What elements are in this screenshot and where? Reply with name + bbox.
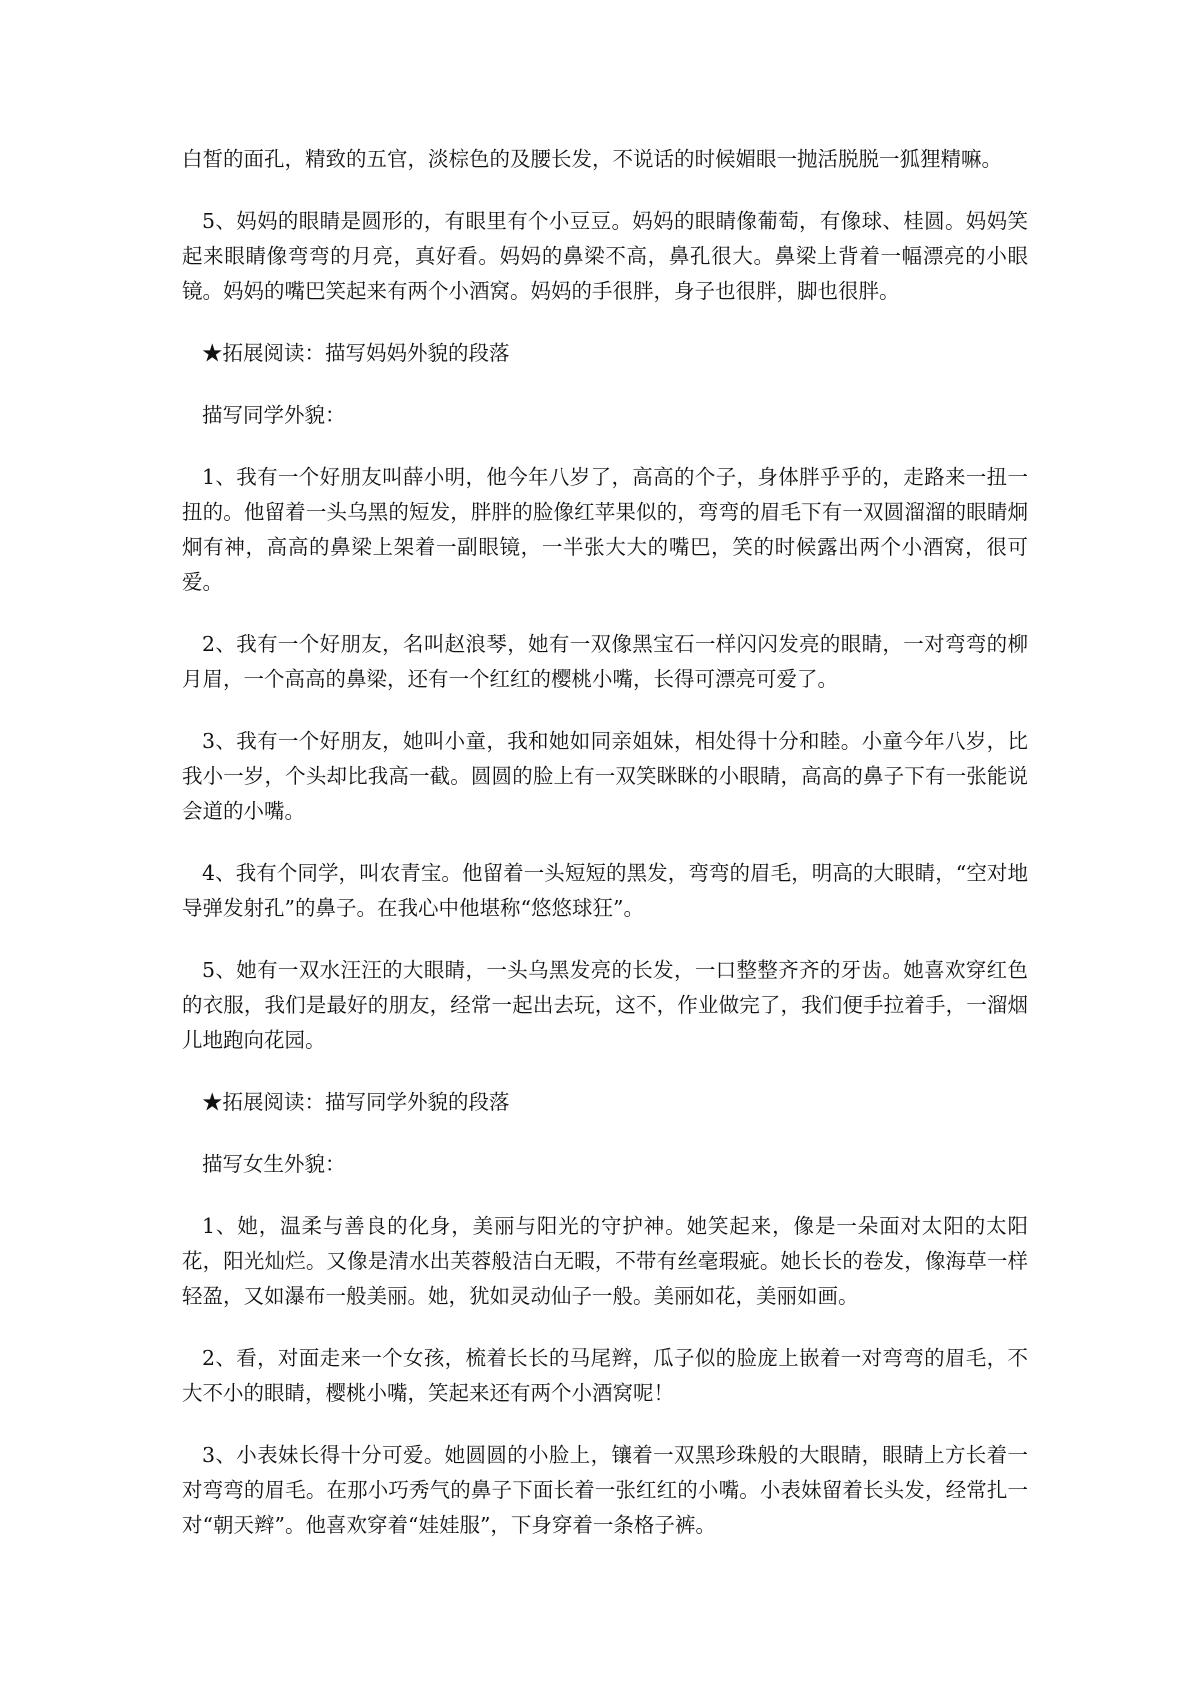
paragraph-mother-5: 5、妈妈的眼睛是圆形的，有眼里有个小豆豆。妈妈的眼睛像葡萄，有像球、桂圆。妈妈笑起来眼睛像弯弯的月亮，真好看。妈妈的鼻梁不高，鼻孔很大。鼻梁上背着一幅漂亮的小眼镜。妈妈的嘴巴笑起来有两个小酒窝。妈妈的手很胖，身子也很胖，脚也很胖。 — [182, 209, 1028, 303]
paragraph-classmate-3: 3、我有一个好朋友，她叫小童，我和她如同亲姐妹，相处得十分和睦。小童今年八岁，比我小一岁，个头却比我高一截。圆圆的脸上有一双笑眯眯的小眼睛，高高的鼻子下有一张能说会道的小嘴。 — [182, 729, 1028, 823]
paragraph-classmate-1: 1、我有一个好朋友叫薛小明，他今年八岁了，高高的个子，身体胖乎乎的，走路来一扭一扭的。他留着一头乌黑的短发，胖胖的脸像红苹果似的，弯弯的眉毛下有一双圆溜溜的眼睛炯炯有神，高高的鼻梁上架着一副眼镜，一半张大大的嘴巴，笑的时候露出两个小酒窝，很可爱。 — [182, 465, 1028, 594]
paragraph-continuation: 白皙的面孔，精致的五官，淡棕色的及腰长发，不说话的时候媚眼一抛活脱脱一狐狸精嘛。 — [182, 147, 1002, 171]
paragraph-classmate-5: 5、她有一双水汪汪的大眼睛，一头乌黑发亮的长发，一口整整齐齐的牙齿。她喜欢穿红色的衣服，我们是最好的朋友，经常一起出去玩，这不，作业做完了，我们便手拉着手，一溜烟儿地跑向花园。 — [182, 958, 1028, 1052]
paragraph-girl-2: 2、看，对面走来一个女孩，梳着长长的马尾辫，瓜子似的脸庞上嵌着一对弯弯的眉毛，不大不小的眼睛，樱桃小嘴，笑起来还有两个小酒窝呢！ — [182, 1346, 1028, 1405]
paragraph-girl-3: 3、小表妹长得十分可爱。她圆圆的小脸上，镶着一双黑珍珠般的大眼睛，眼睛上方长着一对弯弯的眉毛。在那小巧秀气的鼻子下面长着一张红红的小嘴。小表妹留着长头发，经常扎一对“朝天辫”。他喜欢穿着“娃娃服”，下身穿着一条格子裤。 — [182, 1443, 1028, 1537]
document-page — [182, 142, 1028, 1570]
paragraph-girl-1: 1、她，温柔与善良的化身，美丽与阳光的守护神。她笑起来，像是一朵面对太阳的太阳花，阳光灿烂。又像是清水出芙蓉般洁白无暇，不带有丝毫瑕疵。她长长的卷发，像海草一样轻盈，又如瀑布一般美丽。她，犹如灵动仙子一般。美丽如花，美丽如画。 — [182, 1214, 1028, 1308]
paragraph-classmate-4: 4、我有个同学，叫农青宝。他留着一头短短的黑发，弯弯的眉毛，明高的大眼睛，“空对地导弹发射孔”的鼻子。在我心中他堪称“悠悠球狂”。 — [182, 861, 1028, 920]
section-heading-girl: 描写女生外貌： — [202, 1152, 346, 1176]
extended-reading-mother: ★拓展阅读：描写妈妈外貌的段落 — [202, 341, 510, 365]
section-heading-classmate: 描写同学外貌： — [202, 403, 346, 427]
extended-reading-classmate: ★拓展阅读：描写同学外貌的段落 — [202, 1090, 510, 1114]
paragraph-classmate-2: 2、我有一个好朋友，名叫赵浪琴，她有一双像黑宝石一样闪闪发亮的眼睛，一对弯弯的柳月眉，一个高高的鼻梁，还有一个红红的樱桃小嘴，长得可漂亮可爱了。 — [182, 632, 1028, 691]
